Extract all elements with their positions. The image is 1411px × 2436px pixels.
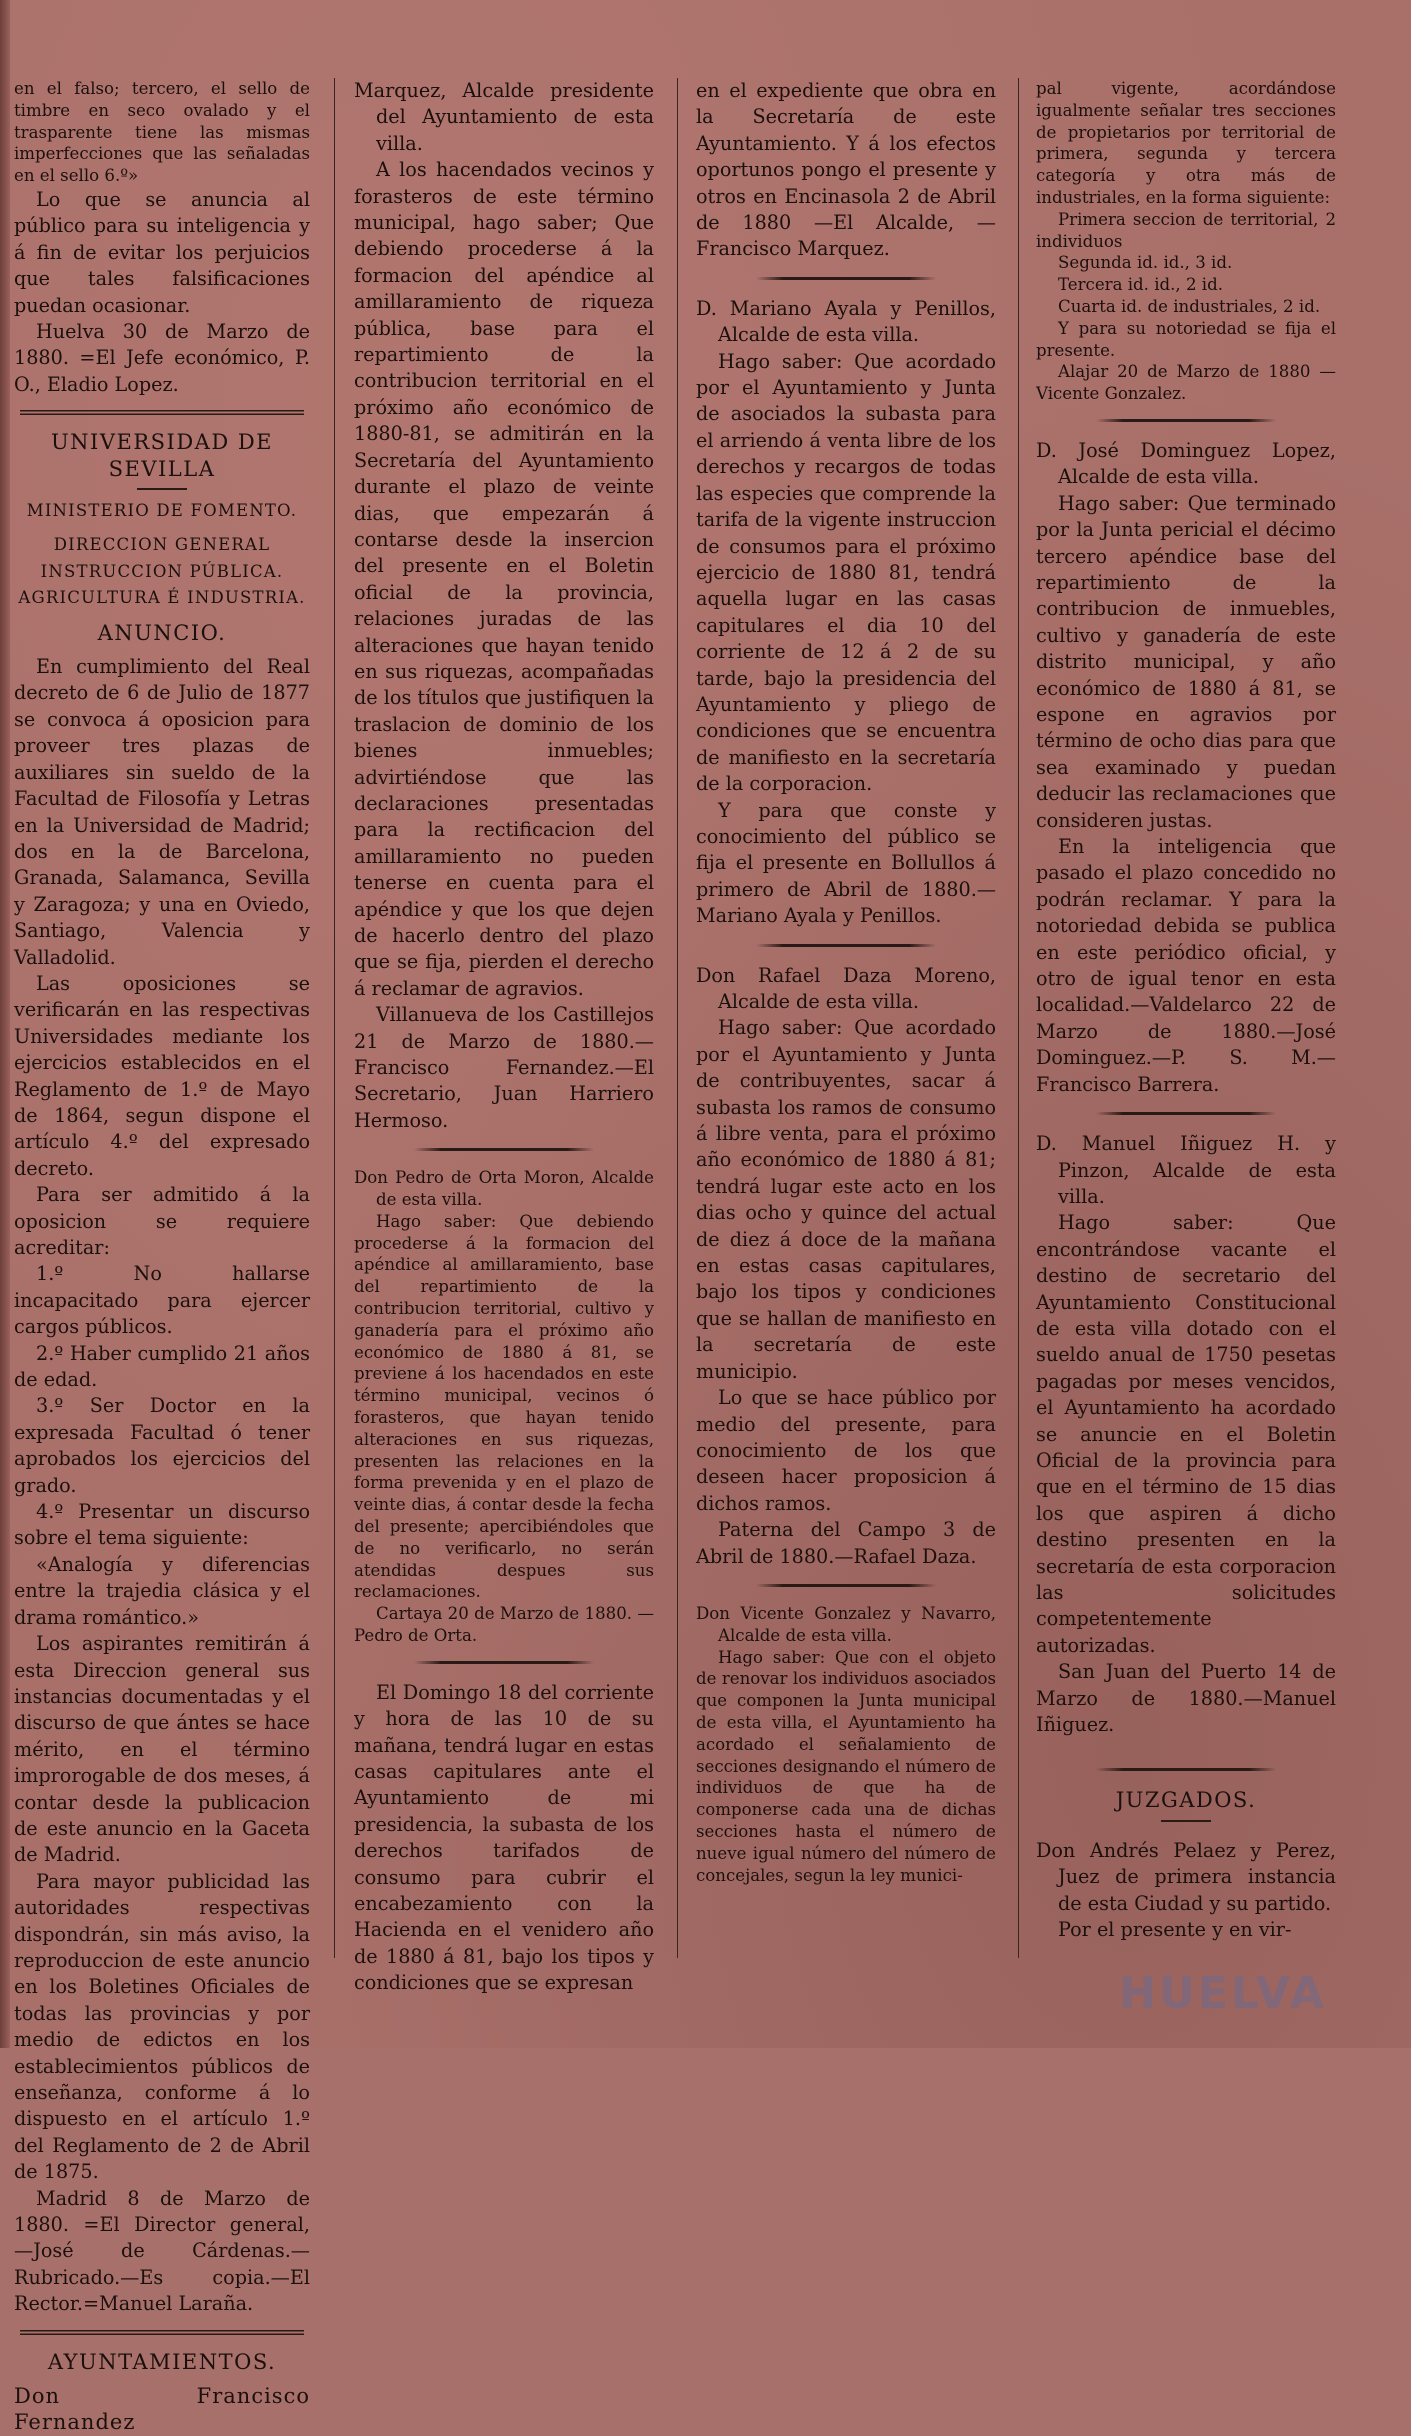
sub-heading: INSTRUCCION PÚBLICA. AGRICULTURA É INDUSTRIA. [18, 561, 306, 608]
paragraph: pal vigente, acordándose igualmente señalar tres secciones de propietarios por territorial de primera, segunda y tercera categoría y otra más de industriales, en la forma siguiente: [1036, 79, 1336, 207]
paragraph: D. Manuel Iñiguez H. y Pinzon, Alcalde de esta villa. [1036, 1132, 1336, 1208]
divider [137, 488, 187, 490]
paragraph: Por el presente y en vir- [1058, 1918, 1292, 1942]
list-item: 1.º No hallarse incapacitado para ejercer cargos públicos. [14, 1262, 310, 1339]
list-item: 3.º Ser Doctor en la expresada Facultad ó tener aprobados los ejercicios del grado. [14, 1394, 310, 1497]
divider [1096, 419, 1276, 422]
section-divider [20, 410, 304, 415]
paragraph: Don Vicente Gonzalez y Navarro, Alcalde de esta villa. [696, 1603, 996, 1645]
paragraph: Para ser admitido á la oposicion se requiere acreditar: [14, 1183, 310, 1260]
paragraph: Paterna del Campo 3 de Abril de 1880.—Rafael Daza. [696, 1518, 996, 1568]
paragraph: Cartaya 20 de Marzo de 1880. —Pedro de Orta. [354, 1604, 654, 1645]
paragraph: A los hacendados vecinos y forasteros de este término municipal, hago saber; Que debiendo procederse á la formacion del apéndice al amillaramiento de riqueza pública, base para el repartimiento de la contribucion territorial en el próximo año económico de 1880-81, se admitirán en la Secretaría del Ayuntamiento durante el plazo de veinte dias, que empezarán á contarse desde la insercion del presente en el Boletin oficial de la provincia, relaciones juradas de las alteraciones que hayan tenido en sus riquezas, acompañadas de los títulos que justifiquen la traslacion de dominio de los bienes inmuebles; advirtiéndose que las declaraciones presentadas para la rectificacion del amillaramiento no pueden tenerse en cuenta para el apéndice y que los que dejen de hacerlo dentro del plazo que se fija, pierden el derecho á reclamar de agravios. [354, 158, 654, 1000]
paragraph: San Juan del Puerto 14 de Marzo de 1880.—Manuel Iñiguez. [1036, 1660, 1336, 1737]
paragraph: Hago saber: Que con el objeto de renovar los individuos asociados que componen la Junta municipal de esta villa, el Ayuntamiento ha acordado el señalamiento de secciones designando el número de individuos de que ha de componerse cada una de dichas secciones hasta el número de nueve igual número del número de concejales, segun la ley munici- [696, 1647, 996, 1885]
paragraph: Madrid 8 de Marzo de 1880. =El Director general, —José de Cárdenas.—Rubricado.—Es copia.—El Rector.=Manuel Laraña. [14, 2186, 310, 2316]
paragraph: en el expediente que obra en la Secretaría de este Ayuntamiento. Y á los efectos oportunos pongo el presente y otros en Encinasola 2 de Abril de 1880 —El Alcalde, —Francisco Marquez. [696, 79, 996, 261]
paragraph: Hago saber: Que encontrándose vacante el destino de secretario del Ayuntamiento Constitucional de esta villa dotado con el sueldo anual de 1750 pesetas pagadas por meses vencidos, el Ayuntamiento ha acordado se anuncie en el Boletin Oficial de la provincia para que en el término de 15 dias los que aspiren á dicho destino presenten en la secretaría de esta corporacion las solicitudes competentemente autorizadas. [1036, 1211, 1336, 1657]
sub-heading: DIRECCION GENERAL [53, 535, 271, 555]
paragraph: D. José Dominguez Lopez, Alcalde de esta villa. [1036, 438, 1336, 489]
paragraph: Las oposiciones se verificarán en las respectivas Universidades mediante los ejercicios establecidos en el Reglamento de 1.º de Mayo de 1864, segun dispone el artículo 4.º del expresado decreto. [14, 971, 310, 1180]
paragraph: Hago saber: Que terminado por la Junta pericial el décimo tercero apéndice base del repartimiento de la contribucion de inmuebles, cultivo y ganadería de este distrito municipal, y año económico de 1880 á 81, se espone en agravios por término de ocho dias para que sea examinado y puedan deducir las reclamaciones que consideren justas. [1036, 491, 1336, 832]
paragraph: Lo que se hace público por medio del presente, para conocimiento de los que deseen hacer proposicion á dichos ramos. [696, 1386, 996, 1515]
list-item: 4.º Presentar un discurso sobre el tema siguiente: [14, 1500, 310, 1550]
paragraph: Lo que se anuncia al público para su inteligencia y á fin de evitar los perjuicios que tales falsificaciones puedan ocasionar. [14, 187, 310, 317]
paragraph: Don Andrés Pelaez y Perez, Juez de primera instancia de esta Ciudad y su partido. [1036, 1838, 1336, 1915]
list-item: Primera seccion de territorial, 2 individuos [1036, 209, 1336, 251]
column-rule [1018, 78, 1019, 1958]
divider [756, 944, 936, 947]
column-1 [14, 78, 310, 2435]
paragraph: en el falso; tercero, el sello de timbre en seco ovalado y el trasparente tiene las mismas imperfecciones que las señaladas en el sello 6.º» [14, 79, 310, 186]
sub-heading: MINISTERIO DE FOMENTO. [26, 501, 298, 521]
paragraph: D. Mariano Ayala y Penillos, Alcalde de esta villa. [696, 296, 996, 347]
paragraph: Huelva 30 de Marzo de 1880. =El Jefe económico, P. O., Eladio Lopez. [14, 320, 310, 396]
list-item: Segunda id. id., 3 id. [1058, 253, 1233, 273]
paragraph: Don Rafael Daza Moreno, Alcalde de esta villa. [696, 963, 996, 1013]
divider [414, 1148, 594, 1151]
divider [1096, 1112, 1276, 1115]
divider [1161, 1820, 1211, 1822]
divider [756, 1584, 936, 1587]
divider [1096, 1768, 1276, 1771]
column-3 [696, 78, 996, 2028]
paragraph: Don Francisco Fernandez [14, 2384, 310, 2435]
column-rule [677, 78, 678, 1958]
divider [414, 1661, 594, 1664]
list-item: 2.º Haber cumplido 21 años de edad. [14, 1341, 310, 1392]
paragraph: En cumplimiento del Real decreto de 6 de Julio de 1877 se convoca á oposicion para proveer tres plazas de auxiliares sin sueldo de la Facultad de Filosofía y Letras en la Universidad de Madrid; dos en la de Barcelona, Granada, Salamanca, Sevilla y Zaragoza; y una en Oviedo, Santiago, Valencia y Valladolid. [14, 655, 310, 969]
paragraph: Alajar 20 de Marzo de 1880 — Vicente Gonzalez. [1036, 362, 1336, 404]
divider [756, 277, 936, 280]
paragraph: En la inteligencia que pasado el plazo concedido no podrán reclamar. Y para la notoriedad debida se publica en este periódico oficial, y otro de igual tenor en esta localidad.—Valdelarco 22 de Marzo de 1880.—José Dominguez.—P. S. M.—Francisco Barrera. [1036, 835, 1336, 1096]
section-heading: JUZGADOS. [1115, 1788, 1257, 1813]
page-margin-strip [0, 0, 10, 2048]
paragraph: El Domingo 18 del corriente y hora de las 10 de su mañana, tendrá lugar en estas casas capitulares ante el Ayuntamiento de mi presidencia, la subasta de los derechos tarifados de consumo para cubrir el encabezamiento con la Hacienda en el venidero año de 1880 á 81, bajo los tipos y condiciones que se expresan [354, 1680, 654, 1995]
paragraph: Para mayor publicidad las autoridades respectivas dispondrán, sin más aviso, la reproduccion de este anuncio en los Boletines Oficiales de todas las provincias y por medio de edictos en los establecimientos públicos de enseñanza, conforme á lo dispuesto en el artículo 1.º del Reglamento de 2 de Abril de 1875. [14, 1869, 310, 2184]
section-heading: AYUNTAMIENTOS. [47, 2349, 277, 2374]
announcement-heading: ANUNCIO. [97, 620, 227, 645]
paragraph: Hago saber: Que acordado por el Ayuntamiento y Junta de asociados la subasta para el arriendo á venta libre de los derechos y recargos de todas las especies que comprende la tarifa de la vigente instruccion de consumos para el próximo ejercicio de 1880 81, tendrá aquella lugar en las casas capitulares el dia 10 del corriente de 12 á 2 de su tarde, bajo la presidencia del Ayuntamiento y pliego de condiciones que se encuentra de manifiesto en la secretaría de la corporacion. [696, 349, 996, 796]
section-divider [20, 2330, 304, 2335]
list-item: Tercera id. id., 2 id. [1058, 275, 1224, 295]
column-rule [334, 78, 335, 1958]
paragraph: Hago saber: Que debiendo procederse á la formacion del apéndice al amillaramiento, base del repartimiento de la contribucion territorial, cultivo y ganadería para el próximo año económico de 1880 á 81, se previene á los hacendados en este término municipal, vecinos ó forasteros, que hayan tenido alteraciones en sus riquezas, presenten las relaciones en la forma prevenida y en el plazo de veinte dias, á contar desde la fecha del presente; apercibiéndoles que de no verificarlo, no serán atendidas despues sus reclamaciones. [354, 1211, 654, 1602]
archive-watermark: HUELVA [1119, 1968, 1327, 2019]
paragraph: «Analogía y diferencias entre la trajedia clásica y el drama romántico.» [14, 1552, 310, 1629]
section-heading: UNIVERSIDAD DE SEVILLA [50, 430, 274, 481]
paragraph: Don Pedro de Orta Moron, Alcalde de esta villa. [354, 1168, 654, 1210]
list-item: Cuarta id. de industriales, 2 id. [1058, 296, 1321, 316]
paragraph: Los aspirantes remitirán á esta Direccion general sus instancias documentadas y el discurso de que ántes se hace mérito, en el término improrogable de dos meses, á contar desde la publicacion de este anuncio en la Gaceta de Madrid. [14, 1632, 310, 1867]
paragraph: Y para su notoriedad se fija el presente. [1036, 318, 1336, 360]
paragraph: Villanueva de los Castillejos 21 de Marzo de 1880.—Francisco Fernandez.—El Secretario, Juan Harriero Hermoso. [354, 1003, 654, 1132]
paragraph: Marquez, Alcalde presidente del Ayuntamiento de esta villa. [354, 79, 654, 155]
paragraph: Y para que conste y conocimiento del público se fija el presente en Bollullos á primero de Abril de 1880.—Mariano Ayala y Penillos. [696, 798, 996, 928]
column-2 [354, 78, 654, 2028]
column-4 [1036, 78, 1336, 2028]
paragraph: Hago saber: Que acordado por el Ayuntamiento y Junta de contribuyentes, sacar á subasta los ramos de consumo á libre venta, para el próximo año económico de 1880 á 81; tendrá lugar este acto en los dias ocho y quince del actual de diez á doce de la mañana en estas casas capitulares, bajo los tipos y condiciones que se hallan de manifiesto en la secretaría de este municipio. [696, 1016, 996, 1383]
